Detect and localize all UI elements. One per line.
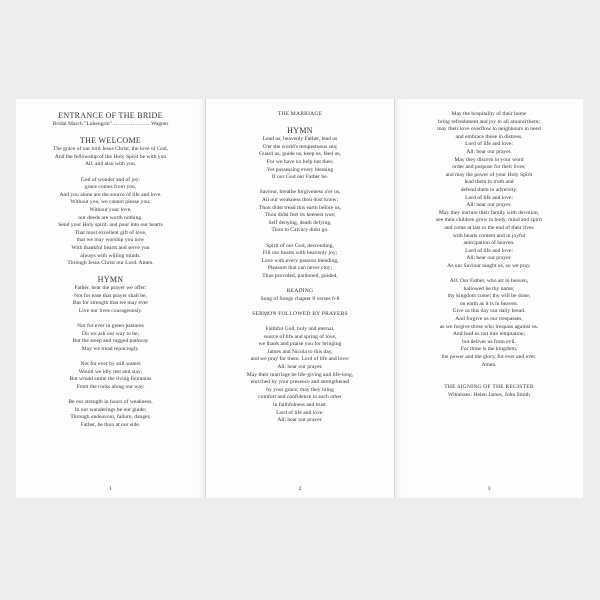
text-line: Faithful God, holy and eternal,	[265, 326, 335, 333]
text-line: May they nurture their family with devotion,	[438, 209, 540, 216]
text-line: From the rocks along our way.	[76, 384, 145, 390]
text-line: All: and also with you.	[84, 161, 137, 168]
text-line: Not for ease that prayer shall be,	[74, 292, 147, 299]
text-line: Thou didst feel its keenest woe;	[264, 212, 336, 219]
text-line: Love with every passion blending,	[261, 257, 339, 264]
text-line: Song of Songs chapter 8 verses 6-8	[260, 295, 340, 302]
text-line: That most excellent gift of love,	[74, 229, 147, 236]
spacer	[16, 169, 205, 177]
text-line: may their love overflow to neighbours in need	[437, 126, 541, 133]
text-line: Send your Holy spirit, and pour into our hearts	[58, 222, 163, 229]
text-line: As our Saviour taught us, so we pray.	[447, 262, 531, 269]
text-line: Lord of life and love:	[276, 409, 324, 416]
section-heading: THE MARRIAGE	[277, 111, 323, 117]
text-line: and come at last to the end of their lives	[444, 224, 534, 231]
text-line: All: hear our prayer.	[466, 148, 512, 155]
page-2	[205, 99, 394, 498]
text-line: that we may worship you now	[76, 237, 145, 244]
text-line: but deliver us from evil.	[462, 338, 516, 345]
text-line: we thank and praise you for bringing	[258, 341, 342, 348]
text-line: hallowed be thy name;	[463, 285, 515, 292]
text-line: All: hear our prayer.	[466, 255, 512, 262]
section-heading: THE SIGNING OF THE REGISTER	[444, 384, 534, 391]
text-line: For thine is the kingdom,	[460, 346, 518, 353]
text-line: anticipation of heaven.	[463, 240, 515, 247]
text-line: Not for ever in green pastures	[77, 323, 144, 330]
text-line: Be our strength in hours of weakness,	[68, 399, 153, 406]
spacer	[206, 303, 394, 311]
text-line: Thus provided, pardoned, guided,	[262, 272, 338, 279]
text-line: All our weakness thou dost know;	[261, 196, 339, 203]
text-line: lead them in truth and	[464, 179, 514, 186]
page-content	[206, 111, 394, 425]
section-heading: SERMON FOLLOWED BY PRAYERS	[252, 310, 348, 317]
text-line: Yet possessing every blessing	[266, 166, 334, 173]
text-line: And forgive us our trespasses,	[455, 316, 523, 323]
text-line: All: hear our prayer.	[277, 417, 323, 424]
text-line: All: hear our prayer.	[277, 364, 323, 370]
spacer	[206, 280, 394, 288]
text-line: with hearts content and in joyful	[452, 232, 526, 239]
text-line: Through endeavour, failure, danger,	[70, 414, 151, 421]
text-line: With thankful hearts and serve you	[71, 244, 150, 251]
text-line: Bridal March "Lohengrin"…………………Wagner	[52, 121, 169, 127]
text-line: And lead us not into temptation;	[452, 331, 526, 338]
text-line: James and Nicola to this day,	[267, 348, 333, 355]
text-line: Witnesses: Helen James, John Smith	[448, 391, 530, 398]
text-line: source of life and spring of love,	[263, 333, 337, 340]
spacer	[16, 268, 205, 276]
page-content	[16, 111, 205, 430]
page-3	[394, 99, 583, 498]
text-line: May we tread rejoicingly.	[81, 346, 140, 353]
section-heading: THE WELCOME	[79, 136, 142, 146]
text-line: Would we idly rest and stay;	[78, 368, 143, 375]
text-line: bring refreshment and joy to all around them;	[438, 118, 540, 125]
spacer	[395, 369, 583, 377]
text-line: May the hospitality of their home	[451, 111, 527, 117]
spacer	[206, 318, 394, 326]
text-line: defend them in adversity.	[460, 186, 518, 193]
spacer	[16, 129, 205, 137]
text-line: Guard us, guide us, keep us, feed us,	[259, 151, 341, 158]
text-line: Without your love,	[89, 206, 132, 213]
text-line: enriched by your presence and strengthened	[250, 379, 350, 386]
text-line: on earth as it is in heaven.	[459, 300, 519, 307]
text-line: Through Jesus Christ our Lord. Amen.	[67, 260, 154, 267]
text-line: Saviour, breathe forgiveness o'er us,	[259, 189, 341, 196]
text-line: our deeds are worth nothing.	[78, 214, 143, 221]
text-line: O'er the world's tempestuous sea;	[262, 143, 338, 150]
text-line: Lord of life and love:	[465, 194, 513, 201]
text-line: And you alone are the source of life and love.	[59, 191, 162, 198]
section-heading: ENTRANCE OF THE BRIDE	[58, 111, 163, 120]
text-line: May they discern in your word	[454, 156, 524, 163]
booklet-spread	[16, 99, 584, 498]
text-line: Lead us, heavenly Father, lead us	[262, 136, 338, 143]
text-line: Thou to Calvary didst go.	[271, 227, 329, 234]
section-heading: READING	[286, 288, 314, 295]
section-heading: HYMN	[287, 126, 313, 136]
text-line: Lord of life and love:	[465, 247, 513, 254]
text-line: in faithfulness and trust.	[272, 401, 328, 408]
spacer	[206, 119, 394, 127]
spacer	[395, 270, 583, 278]
text-line: Give us this day our daily bread.	[452, 308, 526, 315]
text-line: In our wanderings be our guide;	[74, 406, 147, 413]
text-line: grace comes from you,	[84, 184, 137, 191]
text-line: May their marriage be life-giving and life-long,	[246, 371, 354, 378]
page-number: 2	[298, 486, 302, 492]
spacer	[206, 235, 394, 243]
text-line: All: hear our prayer.	[466, 202, 512, 209]
text-line: Fill our hearts with heavenly joy;	[262, 250, 338, 257]
text-line: But for strength that we may ever	[72, 300, 149, 307]
text-line: But would smite the living fountains	[69, 376, 152, 383]
text-line: always with willing minds.	[80, 252, 141, 259]
text-line: as we forgive those who trespass against us.	[439, 323, 539, 330]
page-content	[395, 111, 583, 400]
text-line: Father, hear the prayer we offer:	[74, 285, 147, 292]
text-line: the power and the glory, for ever and ever.	[441, 354, 537, 360]
text-line: order and purpose for their lives;	[452, 164, 526, 171]
text-line: Pleasure that can never cloy;	[267, 265, 333, 272]
page-1	[16, 99, 205, 498]
text-line: and we pray for them. Lord of life and love:	[250, 356, 350, 363]
text-line: see their children grow in body, mind and spirit	[435, 217, 543, 224]
text-line: Not for ever by still waters	[80, 361, 141, 368]
section-heading: HYMN	[97, 275, 124, 285]
text-line: comfort and confidence to each other	[258, 394, 342, 401]
text-line: All: Our Father, who art in heaven,	[449, 278, 529, 285]
text-line: But the steep and rugged pathway	[72, 338, 149, 345]
text-line: Thou didst tread this earth before us,	[258, 204, 342, 211]
text-line: And the fellowship of the Holy Spirit be with you	[54, 153, 167, 160]
text-line: and may the power of your Holy Spirit	[445, 171, 533, 178]
text-line: by your grace; may they bring	[266, 386, 334, 393]
text-line: Live our lives courageously.	[78, 308, 143, 315]
page-number: 1	[109, 486, 112, 492]
page-number: 3	[487, 486, 491, 492]
text-line: The grace of our lord Jesus Christ, the love of God,	[53, 146, 168, 153]
text-line: and embrace those in distress.	[455, 133, 523, 140]
text-line: If our God our Father be.	[271, 174, 329, 181]
text-line: God of wonder and of joy:	[80, 176, 141, 183]
text-line: Amen.	[481, 361, 497, 368]
text-line: Self denying, death defying,	[268, 219, 332, 226]
spacer	[395, 377, 583, 385]
text-line: Lord of life and love:	[465, 141, 513, 148]
text-line: Do we ask our way to be;	[81, 330, 140, 337]
text-line: Spirit of our God, descending,	[266, 242, 334, 249]
text-line: Father, be thou at our side.	[80, 421, 141, 428]
text-line: Without you, we cannot please you;	[70, 199, 151, 206]
text-line: For we have no help but thee;	[266, 158, 334, 165]
text-line: thy kingdom come; thy will be done;	[447, 293, 531, 300]
